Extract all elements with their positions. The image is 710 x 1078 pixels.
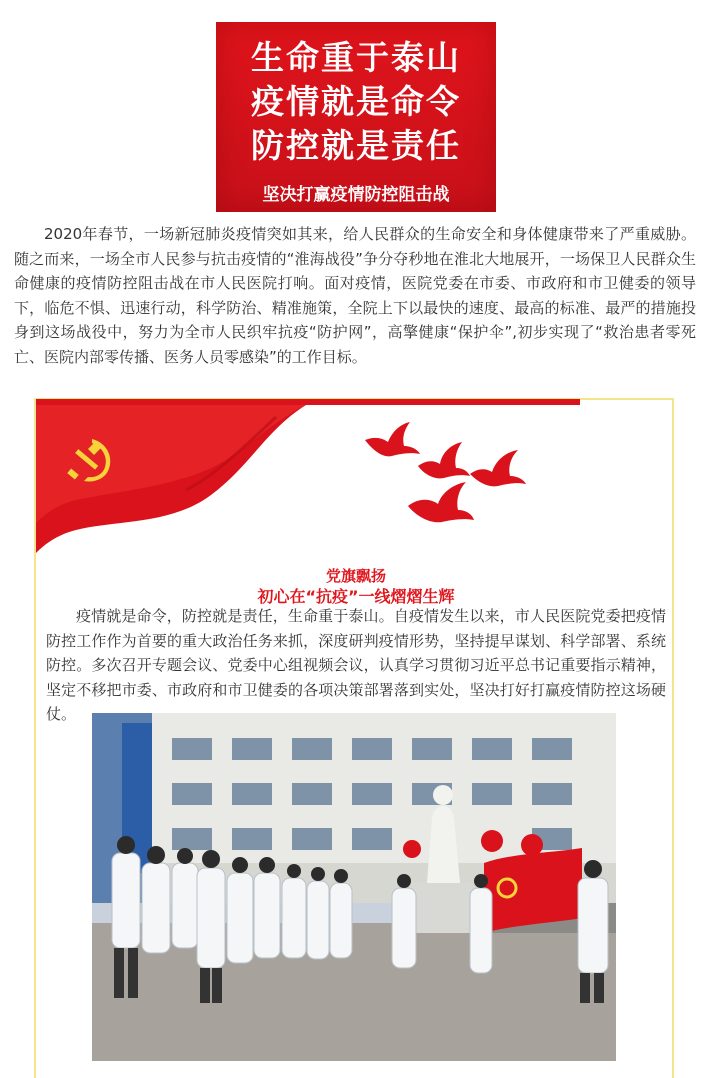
banner-line-1: 生命重于泰山 — [251, 38, 461, 77]
staff-oath-photo — [92, 713, 616, 1061]
section-subtitle: 初心在“抗疫”一线熠熠生辉 — [257, 587, 455, 606]
section-title: 党旗飘扬 — [325, 567, 386, 585]
intro-paragraph: 2020年春节，一场新冠肺炎疫情突如其来，给人民群众的生命安全和身体健康带来了严重威胁。随之而来，一场全市人民参与抗击疫情的“淮海战役”争分夺秒地在淮北大地展开，一场保卫人民群众生命健康的疫情防控阻击战在市人民医院打响。面对疫情，医院党委在市委、市政府和市卫健委的领导下，临危不惧、迅速行动，科学防治、精准施策，全院上下以最快的速度、最高的标准、最严的措施投身到这场战役中，努力为全市人民织牢抗疫“防护网”，高擎健康“保护伞”,初步实现了“救治患者零死亡、医院内部零传播、医务人员零感染”的工作目标。 — [14, 225, 696, 366]
party-flag-icon — [36, 405, 306, 555]
doves-icon — [360, 418, 540, 530]
banner-line-3: 防控就是责任 — [251, 126, 461, 165]
hero-banner — [216, 22, 496, 212]
section-paragraph: 疫情就是命令，防控就是责任，生命重于泰山。自疫情发生以来，市人民医院党委把疫情防控工作作为首要的重大政治任务来抓，深度研判疫情形势，坚持提早谋划、科学部署、系统防控。多次召开专题会议、党委中心组视频会议，认真学习贯彻习近平总书记重要指示精神，坚定不移把市委、市政府和市卫健委的各项决策部署落到实处，坚决打好打赢疫情防控这场硬仗。 — [46, 607, 666, 723]
banner-subtitle: 坚决打赢疫情防控阻击战 — [262, 185, 450, 205]
banner-line-2: 疫情就是命令 — [251, 82, 461, 121]
